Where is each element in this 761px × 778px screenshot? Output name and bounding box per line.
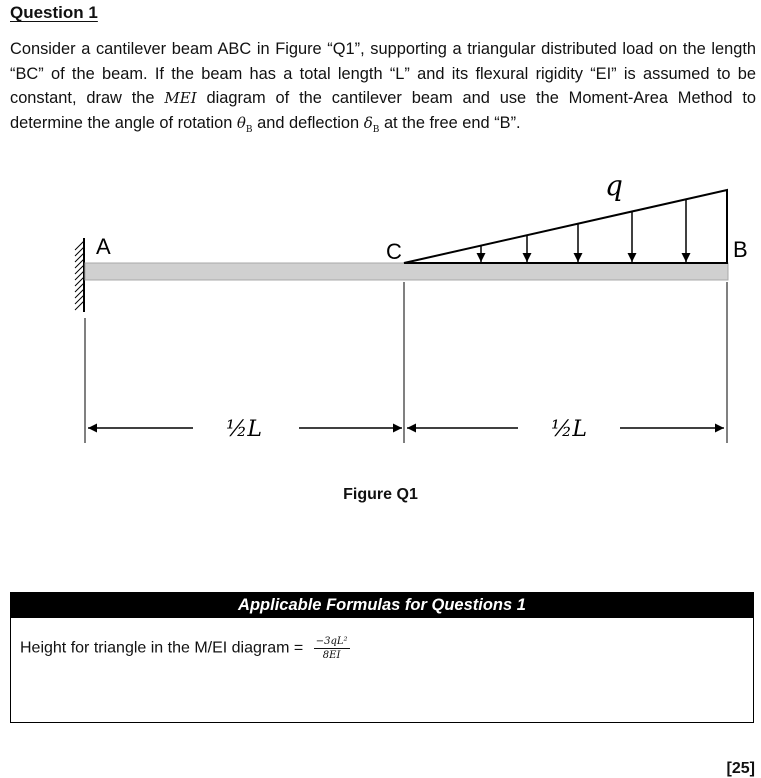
dimension-right [407,417,724,442]
triangular-load [404,190,727,263]
theta-b-symbol [236,113,253,135]
delta-symbol: δ [363,113,373,132]
beam [85,263,728,280]
formula-numerator: −3qL² [315,636,348,647]
formula-header: Applicable Formulas for Questions 1 [11,593,753,618]
load-symbol-q: q [605,170,623,202]
delta-b-symbol [363,113,380,135]
question-text-part-3: and deflection [252,113,364,132]
label-a: A [96,234,111,259]
question-text [10,37,756,142]
figure-caption: Figure Q1 [343,486,418,503]
dimension-left [88,417,402,442]
question-text-part-2: diagram of the cantilever beam and use the Moment-Area Method to determine the angle of rotation [10,89,756,132]
mei-term: MEI [164,89,197,107]
question-text-part-1: Consider a cantilever beam ABC in Figure “Q1”, supporting a triangular distributed load on the length “BC” of the beam. If the beam has a total length “L” and its flexural rigidity “EI” is assumed to be constant, draw the [10,40,756,107]
dimension-right-label: ½L [551,417,587,442]
label-b: B [733,237,748,262]
question-text-part-4: at the free end “B”. [379,113,521,132]
fixed-support [75,238,84,312]
formula-fraction [314,636,350,661]
question-heading: Question 1 [10,3,98,22]
marks-total: [25] [726,760,755,777]
theta-symbol: θ [236,113,246,132]
delta-subscript: B [372,124,380,135]
formula-box [10,592,754,723]
formula-line [20,636,350,661]
theta-subscript: B [245,124,253,135]
formula-label: Height for triangle in the M/EI diagram = [20,639,308,657]
label-c: C [386,239,402,264]
formula-denominator: 8EI [322,650,341,661]
dimension-left-label: ½L [226,417,262,442]
beam-figure [0,170,761,470]
